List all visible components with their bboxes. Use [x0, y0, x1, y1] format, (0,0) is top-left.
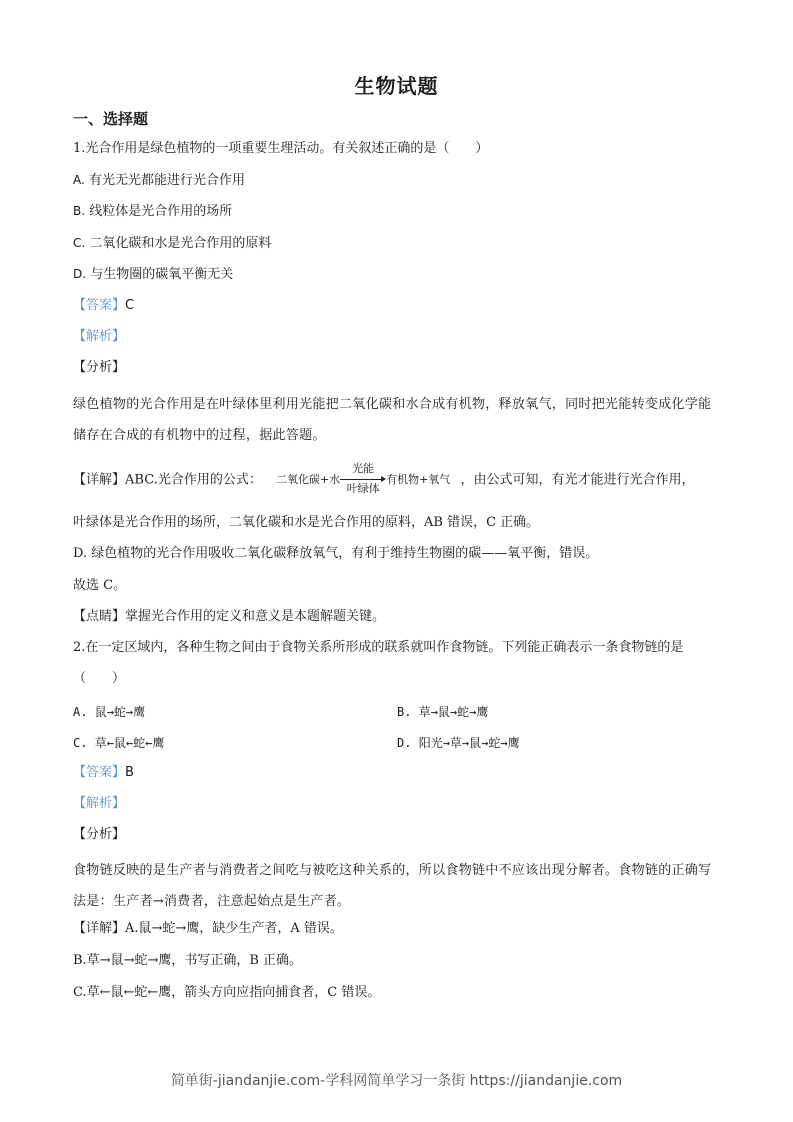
q1-xiangjie-line1	[73, 462, 695, 499]
formula-reactants: 二氧化碳+水	[275, 473, 341, 486]
q2-fenxi-label: 【分析】	[73, 827, 126, 842]
q1-dianjing	[73, 608, 385, 626]
q2-option-b	[397, 703, 488, 721]
q2-stem-line2: （ ）	[73, 671, 126, 686]
option-label: A.	[73, 173, 85, 187]
q1-xiangjie-line2: 叶绿体是光合作用的场所，二氧化碳和水是光合作用的原料，AB 错误，C 正确。	[73, 515, 540, 530]
option-text: 鼠→蛇→鹰	[94, 705, 146, 719]
q2-option-d	[397, 734, 520, 752]
section-heading: 一、选择题	[73, 110, 149, 128]
q2-option-c	[73, 734, 164, 752]
formula-products: 有机物+氧气	[386, 473, 451, 486]
option-label: B.	[73, 204, 86, 218]
q2-analysis-label: 【解析】	[73, 796, 126, 811]
q1-option-b	[73, 202, 232, 221]
q1-stem: 1.光合作用是绿色植物的一项重要生理活动。有关叙述正确的是（ ）	[73, 141, 489, 156]
xiangjie-suffix: ，由公式可知，有光才能进行光合作用，	[460, 472, 695, 488]
q2-xiangjie-a	[73, 920, 343, 938]
reaction-arrow	[340, 462, 386, 498]
q2-fenxi-text: 食物链反映的是生产者与消费者之间吃与被吃这种关系的，所以食物链中不应该出现分解者。食物链的正确写法是：生产者→消费者，注意起始点是生产者。	[73, 863, 712, 909]
formula-condition-above: 光能	[352, 462, 375, 475]
xiangjie-prefix: ABC.光合作用的公式：	[125, 472, 262, 488]
option-text: 草←鼠←蛇←鹰	[94, 736, 165, 750]
option-label: C.	[73, 236, 86, 250]
q2-xiangjie-b: B.草→鼠→蛇→鹰，书写正确，B 正确。	[73, 953, 303, 968]
footer-watermark: 简单街-jiandanjie.com-学科网简单学习一条街 https://jiandanjie.com	[170, 1073, 623, 1089]
q1-analysis-label: 【解析】	[73, 329, 126, 344]
q1-option-a	[73, 171, 245, 190]
q1-fenxi-text: 绿色植物的光合作用是在叶绿体里利用光能把二氧化碳和水合成有机物，释放氧气，同时把光能转变成化学能储存在合成的有机物中的过程，据此答题。	[73, 397, 712, 443]
option-text: 草→鼠→蛇→鹰	[418, 705, 489, 719]
photosynthesis-formula	[276, 462, 450, 498]
q1-fenxi-label: 【分析】	[73, 360, 126, 375]
answer-value: B	[125, 765, 134, 780]
xiangjie-a-text: A.鼠→蛇→鹰，缺少生产者，A 错误。	[125, 921, 343, 936]
xiangjie-label: 【详解】	[73, 921, 126, 936]
option-text: 有光无光都能进行光合作用	[88, 173, 245, 188]
arrow-shaft-icon	[340, 479, 384, 480]
dianjing-text: 掌握光合作用的定义和意义是本题解题关键。	[125, 609, 386, 624]
option-text: 二氧化碳和水是光合作用的原料	[89, 236, 272, 251]
option-text: 阳光→草→鼠→蛇→鹰	[418, 736, 520, 750]
option-label: B.	[397, 705, 412, 719]
formula-condition-below: 叶绿体	[346, 482, 380, 495]
q1-option-c	[73, 234, 271, 253]
option-text: 线粒体是光合作用的场所	[89, 204, 233, 219]
answer-value: C	[125, 298, 135, 313]
dianjing-label: 【点睛】	[73, 609, 126, 624]
option-label: C.	[73, 736, 88, 750]
q1-option-d	[73, 265, 233, 284]
q1-xiangjie-d: D. 绿色植物的光合作用吸收二氧化碳释放氧气，有利于维持生物圈的碳——氧平衡，错误。	[73, 546, 599, 561]
document-title: 生物试题	[354, 74, 439, 98]
answer-label: 【答案】	[73, 298, 126, 313]
option-label: A.	[73, 705, 88, 719]
q2-stem-line1: 2.在一定区域内，各种生物之间由于食物关系所形成的联系就叫作食物链。下列能正确表示一条食物链的是	[73, 640, 684, 655]
option-text: 与生物圈的碳氧平衡无关	[90, 267, 234, 282]
q1-answer	[73, 297, 134, 315]
q1-conclusion: 故选 C。	[73, 578, 127, 593]
q2-xiangjie-c: C.草←鼠←蛇←鹰，箭头方向应指向捕食者，C 错误。	[73, 985, 381, 1000]
option-label: D.	[397, 736, 412, 750]
q2-answer	[73, 764, 134, 782]
answer-label: 【答案】	[73, 765, 126, 780]
option-label: D.	[73, 267, 87, 281]
q2-option-a	[73, 703, 145, 721]
xiangjie-label: 【详解】	[73, 472, 126, 488]
